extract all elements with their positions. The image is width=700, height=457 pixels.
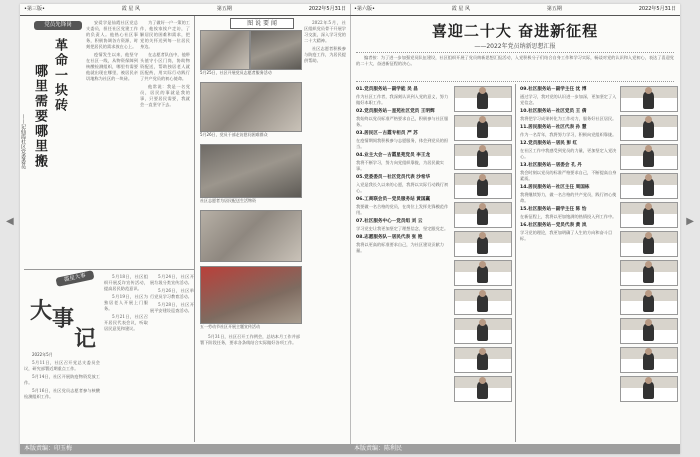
report-item-text: 我将以更高的标准要求自己，为社区建设贡献力量。 — [356, 242, 444, 253]
report-item-title: 05.党委委员－社区党员代表 沙希华 — [356, 175, 431, 180]
report-item — [520, 207, 618, 220]
portrait-photo — [454, 86, 512, 112]
report-item-title: 13.社区服务站－居委会 孔 丹 — [520, 163, 582, 168]
event-entry: 5月14日，社区开展防疫物资发放工作。 — [24, 374, 100, 385]
report-item — [356, 109, 452, 128]
event-entry: 5月11日，社区召开党总支委员会议，研究部署近期重点工作。 — [24, 360, 100, 371]
report-item-text: 我始终以党员标准严格要求自己，积极参与社区服务。 — [356, 116, 449, 127]
portrait-photo — [620, 318, 678, 344]
right-page-footer: 本版责编：陈利民 — [350, 444, 680, 454]
story-paragraph: 疫情发生以来，他坚守在社区一线，从物资保障到核酸检测组织，哪里有需要他就出现在哪里，被居民亲切地称为社区的一块砖。 — [86, 52, 138, 81]
events-big-title-2: 事 — [52, 306, 75, 332]
event-entry: 5月26日，社区举行党员学习教育活动。 — [150, 288, 194, 299]
right-page — [350, 4, 680, 454]
photo-side-text — [304, 20, 346, 440]
subtitle: ——2022年党员纳新思想汇报 — [474, 43, 556, 50]
events-big-title-3: 记 — [74, 326, 97, 352]
event-entry: 5月28日，社区开展平安建设巡查活动。 — [150, 302, 194, 313]
report-item-text: 我要做一名合格的党员，在岗位上发挥先锋模范作用。 — [356, 204, 449, 215]
portrait-photo — [620, 86, 678, 112]
portrait-photo — [620, 202, 678, 228]
story-column-2 — [140, 20, 190, 270]
event-entry: 5月31日，社区召开工作例会，总结本月工作并部署下阶段任务，要求各条线结合实际做好各项工作。 — [200, 334, 300, 345]
report-item — [520, 185, 618, 204]
header-section: •第六版• — [354, 6, 375, 12]
next-page-arrow-icon[interactable]: ▶ — [686, 216, 694, 227]
report-item — [520, 87, 618, 106]
editor-note — [356, 52, 674, 82]
event-entry: 5月24日，社区开展垃圾分类宣传活动。 — [150, 274, 194, 285]
report-item — [356, 87, 452, 106]
left-page — [20, 4, 351, 454]
report-item — [356, 175, 452, 194]
events-column-4 — [200, 334, 300, 440]
news-photo — [200, 210, 302, 262]
report-item-text: 我将把学习成果转化为工作动力，服务好社区居民。 — [520, 116, 617, 121]
report-item-title: 16.社区服务站－党员代表 黄 岚 — [520, 223, 587, 228]
portrait-photo — [620, 173, 678, 199]
event-entry: 5月19日，社区为独居老人开展上门服务。 — [104, 294, 148, 311]
events-column-1 — [24, 360, 100, 440]
previous-page-arrow-icon[interactable]: ◀ — [6, 216, 14, 227]
left-page-footer: 本版责编：印玉梅 — [20, 444, 350, 454]
side-paragraph: 2022年5月，社区组织党员骨干开展学习交流，深入学习党的二十大精神。 — [304, 20, 346, 43]
report-list-right — [520, 84, 618, 440]
section-divider — [24, 269, 194, 270]
report-item — [520, 163, 618, 182]
event-entry: 5月18日，社区组织开展反诈宣传活动，提高居民防范意识。 — [104, 274, 148, 291]
report-item-title: 11.居民服务站－社区代表 孙 慧 — [520, 125, 587, 130]
report-item-text: 我会时刻以党员的标准严格要求自己，不断提高自身素质。 — [520, 170, 617, 181]
report-item-title: 10.社区服务站－社区党员 王 倩 — [520, 109, 587, 114]
news-photo — [250, 30, 302, 70]
portrait-photo — [620, 231, 678, 257]
story-paragraph: 他常说：我是一名党员，居民的事就是我的事，只要居民需要，我就会一直坚守下去。 — [140, 84, 190, 107]
portrait-photo — [620, 115, 678, 141]
editor-note-text: 编者按：为了进一步加强党员队伍建设，社区组织开展了党员纳新思想汇报活动，入党积极分子们结合自身工作和学习实际，畅谈对党的认识和入党初心，表达了喜迎党的二十大、奋进新征程的决心。 — [356, 55, 674, 66]
photo-caption: 5月25日，社区开展党员志愿者服务活动 — [200, 70, 272, 75]
portrait-photo — [454, 260, 512, 286]
left-page-header — [20, 4, 350, 16]
report-item — [356, 197, 452, 216]
story-paragraph: 在志愿者队伍中，他带头值守小区门岗，协助物资配送，帮助独居老人就医配药，用实际行动践行了共产党员的初心使命。 — [140, 52, 190, 81]
report-item-text: 通过学习，我对党的认识进一步加深，更加坚定了入党信念。 — [520, 94, 617, 105]
report-item — [356, 131, 452, 150]
report-item-title: 15.社区服务站－副学主任 陈 怡 — [520, 207, 587, 212]
portrait-photo — [454, 318, 512, 344]
report-item-title: 08.志愿服务队－居民代表 张 艳 — [356, 235, 423, 240]
report-item-text: 学习党的理论，我更加明确了人生的方向和奋斗目标。 — [520, 230, 613, 241]
portrait-photo — [620, 376, 678, 402]
portrait-photo — [454, 289, 512, 315]
report-item-text: 在疫情期间我积极参与志愿服务，体会到党员的担当。 — [356, 138, 449, 149]
report-item — [520, 109, 618, 122]
portrait-photo — [454, 115, 512, 141]
report-item-title: 12.党员服务站－居民 彭 红 — [520, 141, 578, 146]
events-date: 2022年5月 — [32, 352, 53, 357]
report-item — [356, 235, 452, 254]
report-item-text: 学习党史让我更加坚定了理想信念，坚定跟党走。 — [356, 226, 449, 231]
vertical-title-1: 革命一块砖 — [52, 38, 67, 113]
events-big-title-1: 大 — [30, 298, 53, 324]
photo-caption: 五一劳动节社区开展主题宣传活动 — [200, 324, 260, 329]
vertical-title-2: 哪里需要哪里搬 — [32, 64, 47, 169]
right-page-header — [350, 4, 680, 16]
events-column-3 — [150, 274, 194, 440]
photo-box-title: 图 说 要 闻 — [230, 18, 294, 29]
portrait-photo — [454, 376, 512, 402]
story-paragraph: 安爱学是仙霞社区党总支委员，担任社区党建工作的负责人。他热心社区事务，积极协调各方资源，时刻把居民的需求放在心上。 — [86, 20, 138, 49]
report-item-text: 入党是我长久以来的心愿，我将以实际行动践行初心。 — [356, 182, 449, 193]
report-item-title: 03.居民区－古霞专柜员 严 苏 — [356, 131, 418, 136]
event-entry: 5月16日，社区党员志愿者参与核酸检测组织工作。 — [24, 388, 100, 399]
report-item-title: 14.居民服务站－社区主任 周国栋 — [520, 185, 590, 190]
header-edition: 第五期 — [546, 6, 562, 12]
report-item-text: 作为社区工作者，我深刻认识到入党的意义，努力做好本职工作。 — [356, 94, 449, 105]
news-photo — [200, 266, 302, 324]
report-item-text: 在社区工作中我感受到党员的力量，更加坚定入党决心。 — [520, 148, 617, 159]
report-item-title: 06.工商联会员－党员服务站 黄国赢 — [356, 197, 431, 202]
report-item — [356, 153, 452, 172]
portrait-photo — [454, 144, 512, 170]
event-entry: 5月21日，社区召开居民代表会议，听取居民意见和建议。 — [104, 314, 148, 331]
report-item-text: 我将不断学习，努力向党组织靠拢，为居民做实事。 — [356, 160, 444, 171]
report-item-text: 我将继续努力，做一名合格的共产党员，践行初心使命。 — [520, 192, 617, 203]
header-paper-name: 霞 星 风 — [451, 6, 470, 12]
portrait-photo — [454, 173, 512, 199]
main-title: 喜迎二十大 奋进新征程 — [431, 22, 599, 40]
report-item-title: 09.社区服务站－副学主任 沈 博 — [520, 87, 587, 92]
report-item — [520, 141, 618, 160]
portrait-column-right — [620, 86, 678, 405]
events-column-2 — [104, 274, 148, 440]
events-tag: 霞星大事 — [55, 270, 94, 287]
portrait-photo — [454, 347, 512, 373]
header-edition: 第五期 — [216, 6, 232, 12]
portrait-photo — [620, 260, 678, 286]
report-item-title: 02.党员服务站－星苑社区党员 王明辉 — [356, 109, 435, 114]
side-paragraph: 社区志愿者积极参与防疫工作，为居民提供帮助。 — [304, 46, 346, 63]
portrait-photo — [620, 144, 678, 170]
column-tag: 党员先锋岗 — [34, 21, 82, 30]
report-item-text: 作为一名青年，我将努力学习，积极向党组织靠拢。 — [520, 132, 617, 137]
column-divider — [194, 16, 195, 442]
header-date: 2022年5月31日 — [638, 6, 676, 12]
news-photo — [200, 30, 250, 70]
newspaper-spread — [20, 4, 680, 454]
header-date: 2022年5月31日 — [308, 6, 346, 12]
portrait-column-left — [454, 86, 512, 405]
portrait-photo — [454, 231, 512, 257]
report-item — [520, 223, 618, 242]
report-item-title: 04.业主大会－古霞星苑党员 李王龙 — [356, 153, 431, 158]
news-photo — [200, 82, 302, 132]
report-item-title: 01.党员服务站－副学能 吴 昌 — [356, 87, 418, 92]
news-photo — [200, 144, 302, 198]
report-list-left — [356, 84, 452, 440]
vertical-subtitle: ——记仙霞社区党委委员 — [20, 114, 26, 169]
report-item — [356, 219, 452, 232]
report-item-text: 在新征程上，我将以更加饱满的热情投入到工作中。 — [520, 214, 617, 219]
portrait-photo — [620, 289, 678, 315]
header-section: •第三版• — [24, 6, 45, 12]
story-column-1 — [86, 20, 138, 270]
report-item — [520, 125, 618, 138]
portrait-photo — [454, 202, 512, 228]
photo-caption: 社区志愿者为居民配送生活物资 — [200, 198, 256, 203]
header-paper-name: 霞 星 风 — [121, 6, 140, 12]
story-paragraph: 为了做好一户一策的工作，他挨家挨户走访，了解居民的困难和需求，把党的关怀送到每一位居民身边。 — [140, 20, 190, 49]
portrait-photo — [620, 347, 678, 373]
photo-caption: 5月26日，党员干部走访慰问困难群众 — [200, 132, 268, 137]
column-divider — [515, 84, 516, 442]
report-item-title: 07.社区服务中心－党员组 刘 云 — [356, 219, 423, 224]
